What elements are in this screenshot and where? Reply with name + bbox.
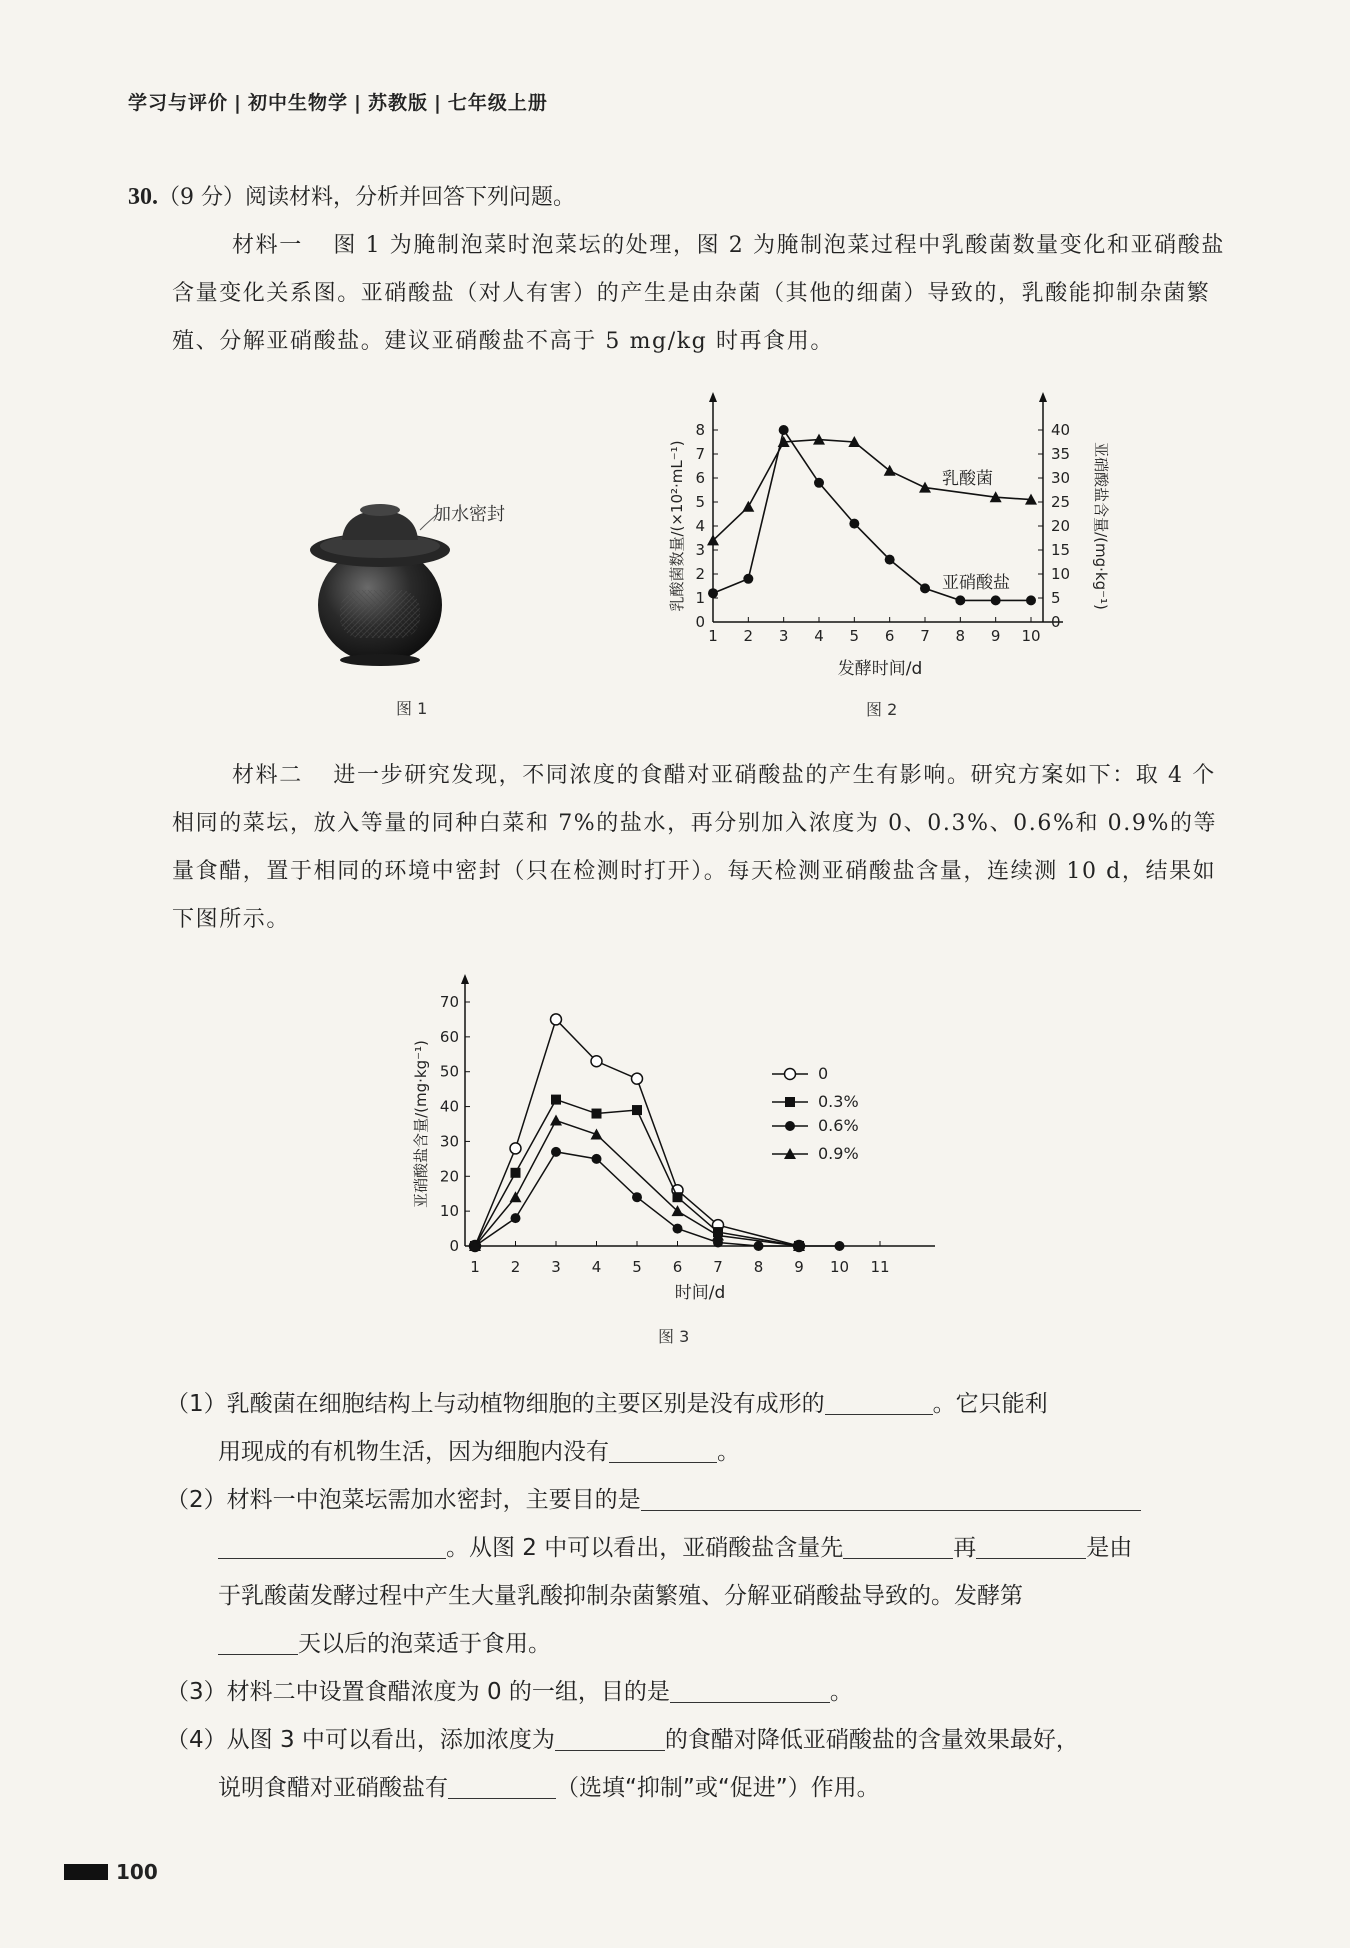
fig2-right-tick-label: 30 bbox=[1051, 469, 1071, 487]
material-one-label: 材料一 bbox=[232, 233, 303, 258]
q2-blank-3[interactable] bbox=[976, 1532, 1086, 1559]
fig3-data-point bbox=[591, 1128, 603, 1139]
fig2-left-tick-label: 1 bbox=[695, 589, 705, 607]
question-number: 30. bbox=[128, 184, 158, 210]
q2-line-4 bbox=[166, 1620, 1221, 1668]
fig2-series-label: 乳酸菌 bbox=[942, 469, 993, 489]
fig3-x-tick-label: 5 bbox=[632, 1258, 642, 1276]
question-4 bbox=[166, 1716, 1221, 1812]
fig2-data-point bbox=[919, 482, 931, 493]
fig2-left-tick-label: 8 bbox=[695, 421, 705, 439]
page-footer bbox=[64, 1860, 158, 1884]
fig2-x-tick-label: 4 bbox=[814, 627, 824, 645]
fig2-data-point bbox=[849, 519, 859, 529]
q2-text-e: 于乳酸菌发酵过程中产生大量乳酸抑制杂菌繁殖、分解亚硝酸盐导致的。发酵第 bbox=[218, 1583, 1023, 1609]
q4-line-2 bbox=[166, 1764, 1221, 1812]
fig3-data-point bbox=[673, 1192, 683, 1202]
fig2-right-tick-label: 25 bbox=[1051, 493, 1071, 511]
fig2-x-tick-label: 5 bbox=[849, 627, 860, 645]
material-two-label: 材料二 bbox=[232, 763, 303, 788]
book-header: 学习与评价 | 初中生物学 | 苏教版 | 七年级上册 bbox=[128, 92, 548, 114]
fig2-x-tick-label: 6 bbox=[884, 627, 895, 645]
fig3-y-axis-label: 亚硝酸盐含量/(mg·kg⁻¹) bbox=[412, 1040, 430, 1208]
page-number: 100 bbox=[116, 1860, 158, 1884]
fig2-data-point bbox=[743, 574, 753, 584]
fig3-data-point bbox=[632, 1105, 642, 1115]
material-two-text: 进一步研究发现，不同浓度的食醋对亚硝酸盐的产生有影响。研究方案如下：取 4 个相同的菜坛，放入等量的同种白菜和 7%的盐水，再分别加入浓度为 0、0.3%、0.6%和 0.9%的等量食醋，置于相同的环境中密封（只在检测时打开）。每天检测亚硝酸盐含量，连续测 10 d，结果如下图所示。 bbox=[172, 763, 1218, 932]
fig3-x-tick-label: 4 bbox=[591, 1258, 602, 1276]
fig2-right-tick-label: 20 bbox=[1051, 517, 1071, 535]
fig3-x-tick-label: 11 bbox=[870, 1258, 890, 1276]
fig3-legend-label: 0 bbox=[818, 1064, 829, 1083]
q2-text-b: 。从图 2 中可以看出，亚硝酸盐含量先 bbox=[446, 1535, 844, 1561]
q4-text-a: （4）从图 3 中可以看出，添加浓度为 bbox=[166, 1727, 555, 1753]
header-part-3: 苏教版 bbox=[367, 92, 428, 114]
fig3-legend-marker bbox=[785, 1069, 796, 1080]
fig3-x-tick-label: 6 bbox=[672, 1258, 683, 1276]
fig3-y-tick-label: 50 bbox=[439, 1062, 459, 1081]
fig3-data-point bbox=[551, 1014, 562, 1025]
fig2-x-tick-label: 2 bbox=[743, 627, 754, 645]
fig2-right-tick-label: 5 bbox=[1051, 589, 1061, 607]
fig2-x-tick-label: 7 bbox=[920, 627, 930, 645]
header-part-2: 初中生物学 bbox=[247, 92, 348, 114]
fig2-data-point bbox=[742, 501, 754, 512]
fig3-x-tick-label: 7 bbox=[713, 1258, 723, 1276]
header-part-4: 七年级上册 bbox=[447, 92, 548, 114]
q4-text-c: 说明食醋对亚硝酸盐有 bbox=[218, 1775, 448, 1801]
fig2-left-arrow bbox=[709, 392, 717, 402]
fig3-legend-marker bbox=[785, 1097, 795, 1107]
fig2-right-tick-label: 10 bbox=[1051, 565, 1071, 583]
q3-text-b: 。 bbox=[829, 1679, 853, 1705]
fig3-series-line bbox=[475, 1152, 840, 1246]
fig2-right-axis-label: 亚硝酸盐含量/(mg·kg⁻¹) bbox=[1092, 442, 1110, 610]
fig3-data-point bbox=[591, 1056, 602, 1067]
q4-blank-1[interactable] bbox=[555, 1724, 665, 1751]
q2-blank-1[interactable] bbox=[641, 1484, 1141, 1511]
question-3 bbox=[166, 1668, 1221, 1716]
fig3-series-line bbox=[475, 1121, 799, 1246]
fig2-left-tick-label: 7 bbox=[695, 445, 705, 463]
fig3-x-tick-label: 1 bbox=[470, 1258, 480, 1276]
fig3-legend-marker bbox=[785, 1121, 795, 1131]
fig3-data-point bbox=[551, 1095, 561, 1105]
figure-3-caption: 图 3 bbox=[658, 1327, 690, 1346]
jar-annotation: 加水密封 bbox=[433, 504, 505, 525]
fig3-data-point bbox=[632, 1073, 643, 1084]
fig3-data-point bbox=[551, 1147, 561, 1157]
fig2-x-axis-label: 发酵时间/d bbox=[837, 659, 923, 679]
figure-2-caption: 图 2 bbox=[866, 700, 898, 719]
fig2-left-tick-label: 5 bbox=[695, 493, 705, 511]
fig3-data-point bbox=[673, 1224, 683, 1234]
fig2-x-tick-label: 8 bbox=[955, 627, 966, 645]
fig3-series-line bbox=[475, 1019, 799, 1246]
q3-blank-1[interactable] bbox=[670, 1676, 830, 1703]
figure-2-chart bbox=[660, 384, 1120, 684]
q3-text-a: （3）材料二中设置食醋浓度为 0 的一组，目的是 bbox=[166, 1679, 670, 1705]
fig3-y-tick-label: 20 bbox=[439, 1167, 459, 1186]
fig3-y-tick-label: 10 bbox=[439, 1202, 459, 1221]
q2-line-2 bbox=[166, 1524, 1221, 1572]
question-2 bbox=[166, 1476, 1221, 1668]
fig2-x-tick-label: 1 bbox=[708, 627, 718, 645]
fig3-data-point bbox=[592, 1154, 602, 1164]
fig3-data-point bbox=[511, 1168, 521, 1178]
material-one bbox=[172, 222, 1227, 366]
q4-blank-2[interactable] bbox=[448, 1772, 556, 1799]
fig2-right-tick-label: 35 bbox=[1051, 445, 1071, 463]
fig3-x-axis-label: 时间/d bbox=[674, 1283, 726, 1300]
fig2-data-point bbox=[814, 478, 824, 488]
footer-bar bbox=[64, 1864, 108, 1880]
q2-line-3 bbox=[166, 1572, 1221, 1620]
figure-3-chart bbox=[400, 960, 960, 1300]
fig2-x-tick-label: 9 bbox=[990, 627, 1001, 645]
q1-text-a: （1）乳酸菌在细胞结构上与动植物细胞的主要区别是没有成形的 bbox=[166, 1391, 825, 1417]
q1-text-c: 用现成的有机物生活，因为细胞内没有 bbox=[218, 1439, 609, 1465]
fig2-data-point bbox=[1026, 595, 1036, 605]
fig3-data-point bbox=[510, 1143, 521, 1154]
question-stem: （9 分）阅读材料，分析并回答下列问题。 bbox=[158, 185, 575, 210]
fig3-x-tick-label: 9 bbox=[794, 1258, 804, 1276]
fig3-data-point bbox=[510, 1191, 522, 1202]
q2-text-f: 天以后的泡菜适于食用。 bbox=[298, 1631, 551, 1657]
q2-text-c: 再 bbox=[953, 1535, 977, 1561]
fig3-data-point bbox=[754, 1241, 764, 1251]
fig3-y-tick-label: 60 bbox=[439, 1027, 459, 1046]
fig2-left-tick-label: 0 bbox=[695, 613, 705, 631]
fig2-right-tick-label: 0 bbox=[1051, 613, 1061, 631]
fig3-x-tick-label: 8 bbox=[753, 1258, 764, 1276]
fig3-y-tick-label: 40 bbox=[439, 1097, 459, 1116]
q4-text-d: （选填“抑制”或“促进”）作用。 bbox=[556, 1775, 880, 1801]
fig3-y-tick-label: 0 bbox=[449, 1237, 459, 1255]
q1-text-d: 。 bbox=[717, 1439, 740, 1465]
q2-text-d: 是由 bbox=[1086, 1535, 1133, 1561]
fig3-data-point bbox=[550, 1115, 562, 1126]
q1-text-b: 。它只能利 bbox=[932, 1391, 1048, 1417]
fig2-right-tick-label: 40 bbox=[1051, 421, 1071, 439]
fig2-x-tick-label: 10 bbox=[1021, 627, 1041, 645]
fig2-data-point bbox=[708, 588, 718, 598]
fig3-data-point bbox=[835, 1241, 845, 1251]
q2-blank-4[interactable] bbox=[218, 1628, 298, 1655]
fig2-data-point bbox=[920, 583, 930, 593]
fig3-data-point bbox=[592, 1109, 602, 1119]
fig3-y-tick-label: 30 bbox=[439, 1132, 459, 1151]
fig2-data-point bbox=[991, 595, 1001, 605]
material-two bbox=[172, 752, 1227, 944]
fig3-legend-label: 0.3% bbox=[818, 1092, 859, 1111]
fig3-legend-label: 0.9% bbox=[818, 1144, 859, 1163]
fig3-y-tick-label: 70 bbox=[439, 993, 459, 1011]
q1-blank-2[interactable] bbox=[609, 1436, 717, 1463]
fig3-x-tick-label: 3 bbox=[551, 1258, 561, 1276]
fig2-left-tick-label: 2 bbox=[695, 565, 705, 583]
fig2-data-point bbox=[955, 595, 965, 605]
q1-blank-1[interactable] bbox=[825, 1388, 933, 1415]
fig2-x-tick-label: 3 bbox=[778, 627, 789, 645]
material-one-text: 图 1 为腌制泡菜时泡菜坛的处理，图 2 为腌制泡菜过程中乳酸菌数量变化和亚硝酸盐含量变化关系图。亚硝酸盐（对人有害）的产生是由杂菌（其他的细菌）导致的，乳酸能抑制杂菌繁殖、分解亚硝酸盐。建议亚硝酸盐不高于 5 mg/kg 时再食用。 bbox=[172, 233, 1225, 354]
question-title bbox=[128, 180, 575, 211]
fig2-left-tick-label: 6 bbox=[695, 469, 705, 487]
fig3-x-tick-label: 10 bbox=[829, 1258, 850, 1276]
q2-blank-2[interactable] bbox=[843, 1532, 953, 1559]
fig3-data-point bbox=[632, 1192, 642, 1202]
fig2-right-arrow bbox=[1039, 392, 1047, 402]
fig3-x-tick-label: 2 bbox=[510, 1258, 521, 1276]
fig3-y-arrow bbox=[461, 974, 469, 984]
fig2-series-label: 亚硝酸盐 bbox=[942, 573, 1010, 593]
fig3-legend-label: 0.6% bbox=[818, 1116, 859, 1135]
fig2-data-point bbox=[885, 555, 895, 565]
question-1 bbox=[166, 1380, 1221, 1476]
fig2-left-tick-label: 3 bbox=[695, 541, 705, 559]
fig2-data-point bbox=[779, 425, 789, 435]
fig2-right-tick-label: 15 bbox=[1051, 541, 1071, 559]
q1-line-2 bbox=[166, 1428, 1221, 1476]
fig3-data-point bbox=[511, 1213, 521, 1223]
figure-1-caption: 图 1 bbox=[396, 699, 428, 718]
fig2-left-axis-label: 乳酸菌数量/(×10²·mL⁻¹) bbox=[668, 440, 686, 612]
q2-text-a: （2）材料一中泡菜坛需加水密封，主要目的是 bbox=[166, 1487, 641, 1513]
q4-text-b: 的食醋对降低亚硝酸盐的含量效果最好， bbox=[664, 1727, 1079, 1753]
q2-blank-1-cont[interactable] bbox=[218, 1532, 446, 1559]
header-part-1: 学习与评价 bbox=[128, 92, 229, 114]
fig2-left-tick-label: 4 bbox=[695, 517, 705, 535]
